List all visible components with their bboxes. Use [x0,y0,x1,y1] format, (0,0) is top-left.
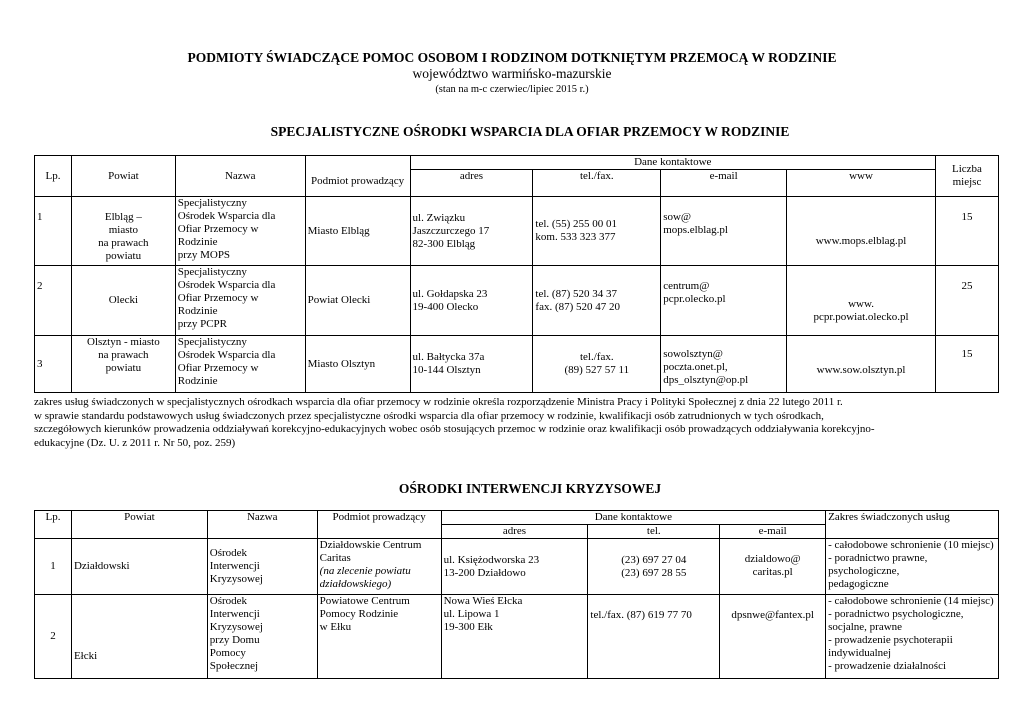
cell-email-line: sowolsztyn@ [663,348,723,360]
table-row [35,595,999,679]
header-lp: Lp. [35,511,72,539]
cell-adres [441,539,588,595]
cell-nazwa [207,539,317,595]
cell-email-line: dpsnwe@fantex.pl [731,609,814,621]
cell-podmiot-line: Powiat Olecki [307,294,371,306]
cell-tel-line: tel. (55) 255 00 01 [535,218,617,230]
cell-nazwa-line: Ośrodek Wsparcia dla [177,279,276,291]
header-email: e-mail [661,170,787,197]
header-dane-kontaktowe: Dane kontaktowe [441,511,826,525]
legal-note-line: w sprawie standardu podstawowych usług świadczonych przez specjalistyczne ośrodki wsparcia dla ofiar przemocy w rodzinie, kwalifikacji osób zatrudnionych w tych ośrodkach, [34,409,824,422]
cell-liczba [935,197,998,266]
cell-adres-line: 10-144 Olsztyn [412,364,481,376]
cell-zakres-line: - prowadzenie działalności [828,660,947,672]
cell-www-line: www.sow.olsztyn.pl [816,363,906,376]
header-tel: tel. [588,525,720,539]
cell-nazwa [175,197,305,266]
cell-powiat-line: Olecki [108,294,139,306]
cell-liczba [935,336,998,393]
header-podmiot: Podmiot prowadzący [317,511,441,539]
cell-powiat-line: Olsztyn - miasto [87,336,160,348]
cell-nazwa-line: Interwencji [209,560,260,572]
cell-zakres-line: pedagogiczne [828,578,889,590]
section-title-crisis-centers: OŚRODKI INTERWENCJI KRYZYSOWEJ [398,481,662,496]
cell-podmiot-line: w Ełku [319,621,352,633]
cell-powiat-line: na prawach [98,237,149,249]
cell-adres-line: 19-300 Ełk [443,621,493,633]
cell-zakres-line: - poradnictwo prawne, psychologiczne, [828,552,928,577]
cell-email-line: mops.elblag.pl [663,224,728,236]
cell-adres [410,336,533,393]
cell-nazwa-line: przy PCPR [177,318,228,330]
cell-lp [35,197,72,266]
document-title: PODMIOTY ŚWIADCZĄCE POMOC OSOBOM I RODZINOM DOTKNIĘTYM PRZEMOCĄ W RODZINIE [187,50,837,65]
cell-email [661,197,787,266]
cell-podmiot-line: Pomocy Rodzinie [319,608,399,620]
cell-tel-line: (89) 527 57 11 [564,364,630,376]
cell-powiat [71,539,207,595]
cell-powiat-line: powiatu [105,362,142,374]
cell-tel-line: kom. 533 323 377 [535,231,616,243]
cell-liczba-line: 15 [961,211,973,223]
cell-email-line: caritas.pl [752,566,793,578]
cell-email-line: centrum@ [663,280,710,292]
cell-podmiot-line: Miasto Olsztyn [307,357,376,370]
cell-powiat [71,197,175,266]
cell-www-line: www. [848,297,874,310]
cell-podmiot [317,539,441,595]
cell-liczba-line: 25 [961,280,973,292]
cell-nazwa [175,266,305,336]
cell-nazwa-line: Rodzinie [177,305,218,317]
cell-nazwa-line: Pomocy [209,647,246,659]
header-www: www [787,170,936,197]
cell-zakres-line: socjalne, prawne [828,621,903,633]
crisis-centers-table [34,510,999,679]
cell-powiat-line: Elbląg – [104,211,142,223]
support-centers-table [34,155,999,393]
cell-podmiot-note: (na zlecenie powiatu [319,565,411,577]
cell-nazwa [207,595,317,679]
cell-www-line: pcpr.powiat.olecko.pl [813,310,909,323]
cell-podmiot-note: działdowskiego) [319,578,392,590]
cell-powiat [71,595,207,679]
cell-tel-line: tel. (87) 520 34 37 [535,287,617,300]
cell-podmiot-line: Działdowskie Centrum [319,539,422,551]
cell-www [787,266,936,336]
cell-zakres [826,595,999,679]
cell-nazwa-line: Ośrodek Wsparcia dla [177,210,276,222]
cell-www-line: www.mops.elblag.pl [815,235,907,247]
cell-adres [410,197,533,266]
table-row [35,336,999,393]
header-nazwa: Nazwa [207,511,317,539]
cell-nazwa-line: Specjalistyczny [177,266,247,278]
header-adres: adres [441,525,588,539]
cell-adres-line: Nowa Wieś Ełcka [443,595,523,607]
cell-nazwa-line: Kryzysowej [209,573,263,585]
cell-email-line: poczta.onet.pl, [663,361,728,373]
cell-lp-line: 2 [50,630,56,642]
header-nazwa: Nazwa [175,156,305,197]
cell-tel [533,336,661,393]
cell-nazwa-line: Społecznej [209,660,259,672]
cell-lp-line: 3 [37,357,43,370]
cell-nazwa-line: Ośrodek Wsparcia dla [177,349,276,361]
cell-liczba [935,266,998,336]
cell-email-line: pcpr.olecko.pl [663,293,726,305]
cell-nazwa-line: Ofiar Przemocy w [177,223,259,235]
cell-tel [588,595,720,679]
cell-email [661,336,787,393]
cell-nazwa-line: Specjalistyczny [177,336,247,348]
cell-lp [35,266,72,336]
cell-nazwa-line: Kryzysowej [209,621,263,633]
cell-podmiot-line: Powiatowe Centrum [319,595,410,607]
cell-email-line: dps_olsztyn@op.pl [663,374,749,386]
header-email: e-mail [720,525,826,539]
cell-zakres [826,539,999,595]
cell-powiat-line: miasto [108,224,139,236]
cell-email [720,539,826,595]
cell-adres-line: 13-200 Działdowo [443,566,526,579]
cell-nazwa-line: Interwencji [209,608,260,620]
cell-www [787,336,936,393]
header-liczba-miejsc: Liczba miejsc [935,156,998,197]
cell-tel [533,266,661,336]
cell-lp [35,595,72,679]
header-adres: adres [410,170,533,197]
cell-nazwa-line: Ośrodek [209,595,248,607]
cell-podmiot [305,266,410,336]
cell-tel [588,539,720,595]
header-lp: Lp. [35,156,72,197]
cell-podmiot-line: Miasto Elbląg [307,224,370,237]
cell-lp-line: 2 [37,280,43,292]
cell-tel-line: (23) 697 27 04 [621,553,687,566]
cell-adres-line: 19-400 Olecko [412,300,479,313]
cell-tel-line: tel./fax. [579,351,614,363]
cell-adres-line: Jaszczurczego 17 [412,224,490,237]
cell-adres [410,266,533,336]
table-row [35,539,999,595]
cell-zakres-line: - poradnictwo psychologiczne, [828,608,964,620]
cell-powiat-line: Działdowski [73,560,130,572]
cell-tel-line: fax. (87) 520 47 20 [535,300,621,313]
cell-nazwa-line: Ofiar Przemocy w [177,362,259,374]
cell-zakres-line: indywidualnej [828,647,892,659]
cell-tel-line: (23) 697 28 55 [621,566,687,579]
cell-adres-line: ul. Związku [412,211,466,224]
cell-powiat [71,266,175,336]
cell-www [787,197,936,266]
cell-adres [441,595,588,679]
cell-nazwa-line: Ofiar Przemocy w [177,292,259,304]
cell-powiat-line: powiatu [105,250,142,262]
cell-lp [35,336,72,393]
document-subtitle: województwo warmińsko-mazurskie [412,66,612,81]
cell-nazwa-line: przy Domu [209,634,260,646]
legal-note-line: edukacyjne (Dz. U. z 2011 r. Nr 50, poz. 259) [34,436,236,449]
cell-zakres-line: - prowadzenie psychoterapii [828,634,953,646]
cell-powiat [71,336,175,393]
table-row [35,197,999,266]
header-tel: tel./fax. [533,170,661,197]
cell-tel [533,197,661,266]
cell-podmiot [305,197,410,266]
header-powiat: Powiat [71,511,207,539]
cell-tel-line: tel./fax. (87) 619 77 70 [590,609,692,621]
cell-email-line: dzialdowo@ [744,553,801,565]
cell-lp-line: 1 [50,560,56,572]
cell-nazwa [175,336,305,393]
header-zakres: Zakres świadczonych usług [826,511,999,539]
legal-note-line: zakres usług świadczonych w specjalistycznych ośrodkach wsparcia dla ofiar przemocy w rodzinie określa rozporządzenie Ministra Pracy i Polityki Społecznej z dnia 22 lutego 2011 r. [34,396,843,408]
cell-podmiot [317,595,441,679]
header-dane-kontaktowe: Dane kontaktowe [410,156,935,170]
table-row [35,266,999,336]
cell-adres-line: ul. Bałtycka 37a [412,351,485,363]
cell-nazwa-line: Rodzinie [177,236,218,248]
cell-nazwa-line: Specjalistyczny [177,197,247,209]
cell-adres-line: ul. Gołdapska 23 [412,287,488,300]
document-status-date: (stan na m-c czerwiec/lipiec 2015 r.) [435,84,589,95]
cell-lp-line: 1 [37,211,43,223]
cell-lp [35,539,72,595]
cell-adres-line: ul. Lipowa 1 [443,608,500,620]
cell-nazwa-line: Ośrodek [209,547,248,559]
cell-powiat-line: na prawach [98,349,149,361]
cell-zakres-line: - całodobowe schronienie (14 miejsc) [828,595,994,607]
cell-podmiot [305,336,410,393]
cell-liczba-line: 15 [961,348,973,360]
legal-note-line: szczegółowych kierunków prowadzenia oddziaływań korekcyjno-edukacyjnych wobec osób stosujących przemoc w rodzinie oraz kwalifikacji osób prowadzących oddziaływania korekcyjno- [34,423,875,435]
header-powiat: Powiat [71,156,175,197]
cell-adres-line: ul. Księżodworska 23 [443,553,540,566]
cell-email [661,266,787,336]
cell-nazwa-line: przy MOPS [177,249,231,261]
legal-note [34,396,974,450]
cell-nazwa-line: Rodzinie [177,375,218,387]
cell-email [720,595,826,679]
cell-powiat-line: Ełcki [73,650,98,662]
cell-adres-line: 82-300 Elbląg [412,237,476,250]
section-title-support-centers: SPECJALISTYCZNE OŚRODKI WSPARCIA DLA OFIAR PRZEMOCY W RODZINIE [270,124,790,139]
cell-podmiot-line: Caritas [319,552,351,564]
cell-email-line: sow@ [663,211,692,223]
header-podmiot: Podmiot prowadzący [305,156,410,197]
cell-zakres-line: - całodobowe schronienie (10 miejsc) [828,539,994,551]
